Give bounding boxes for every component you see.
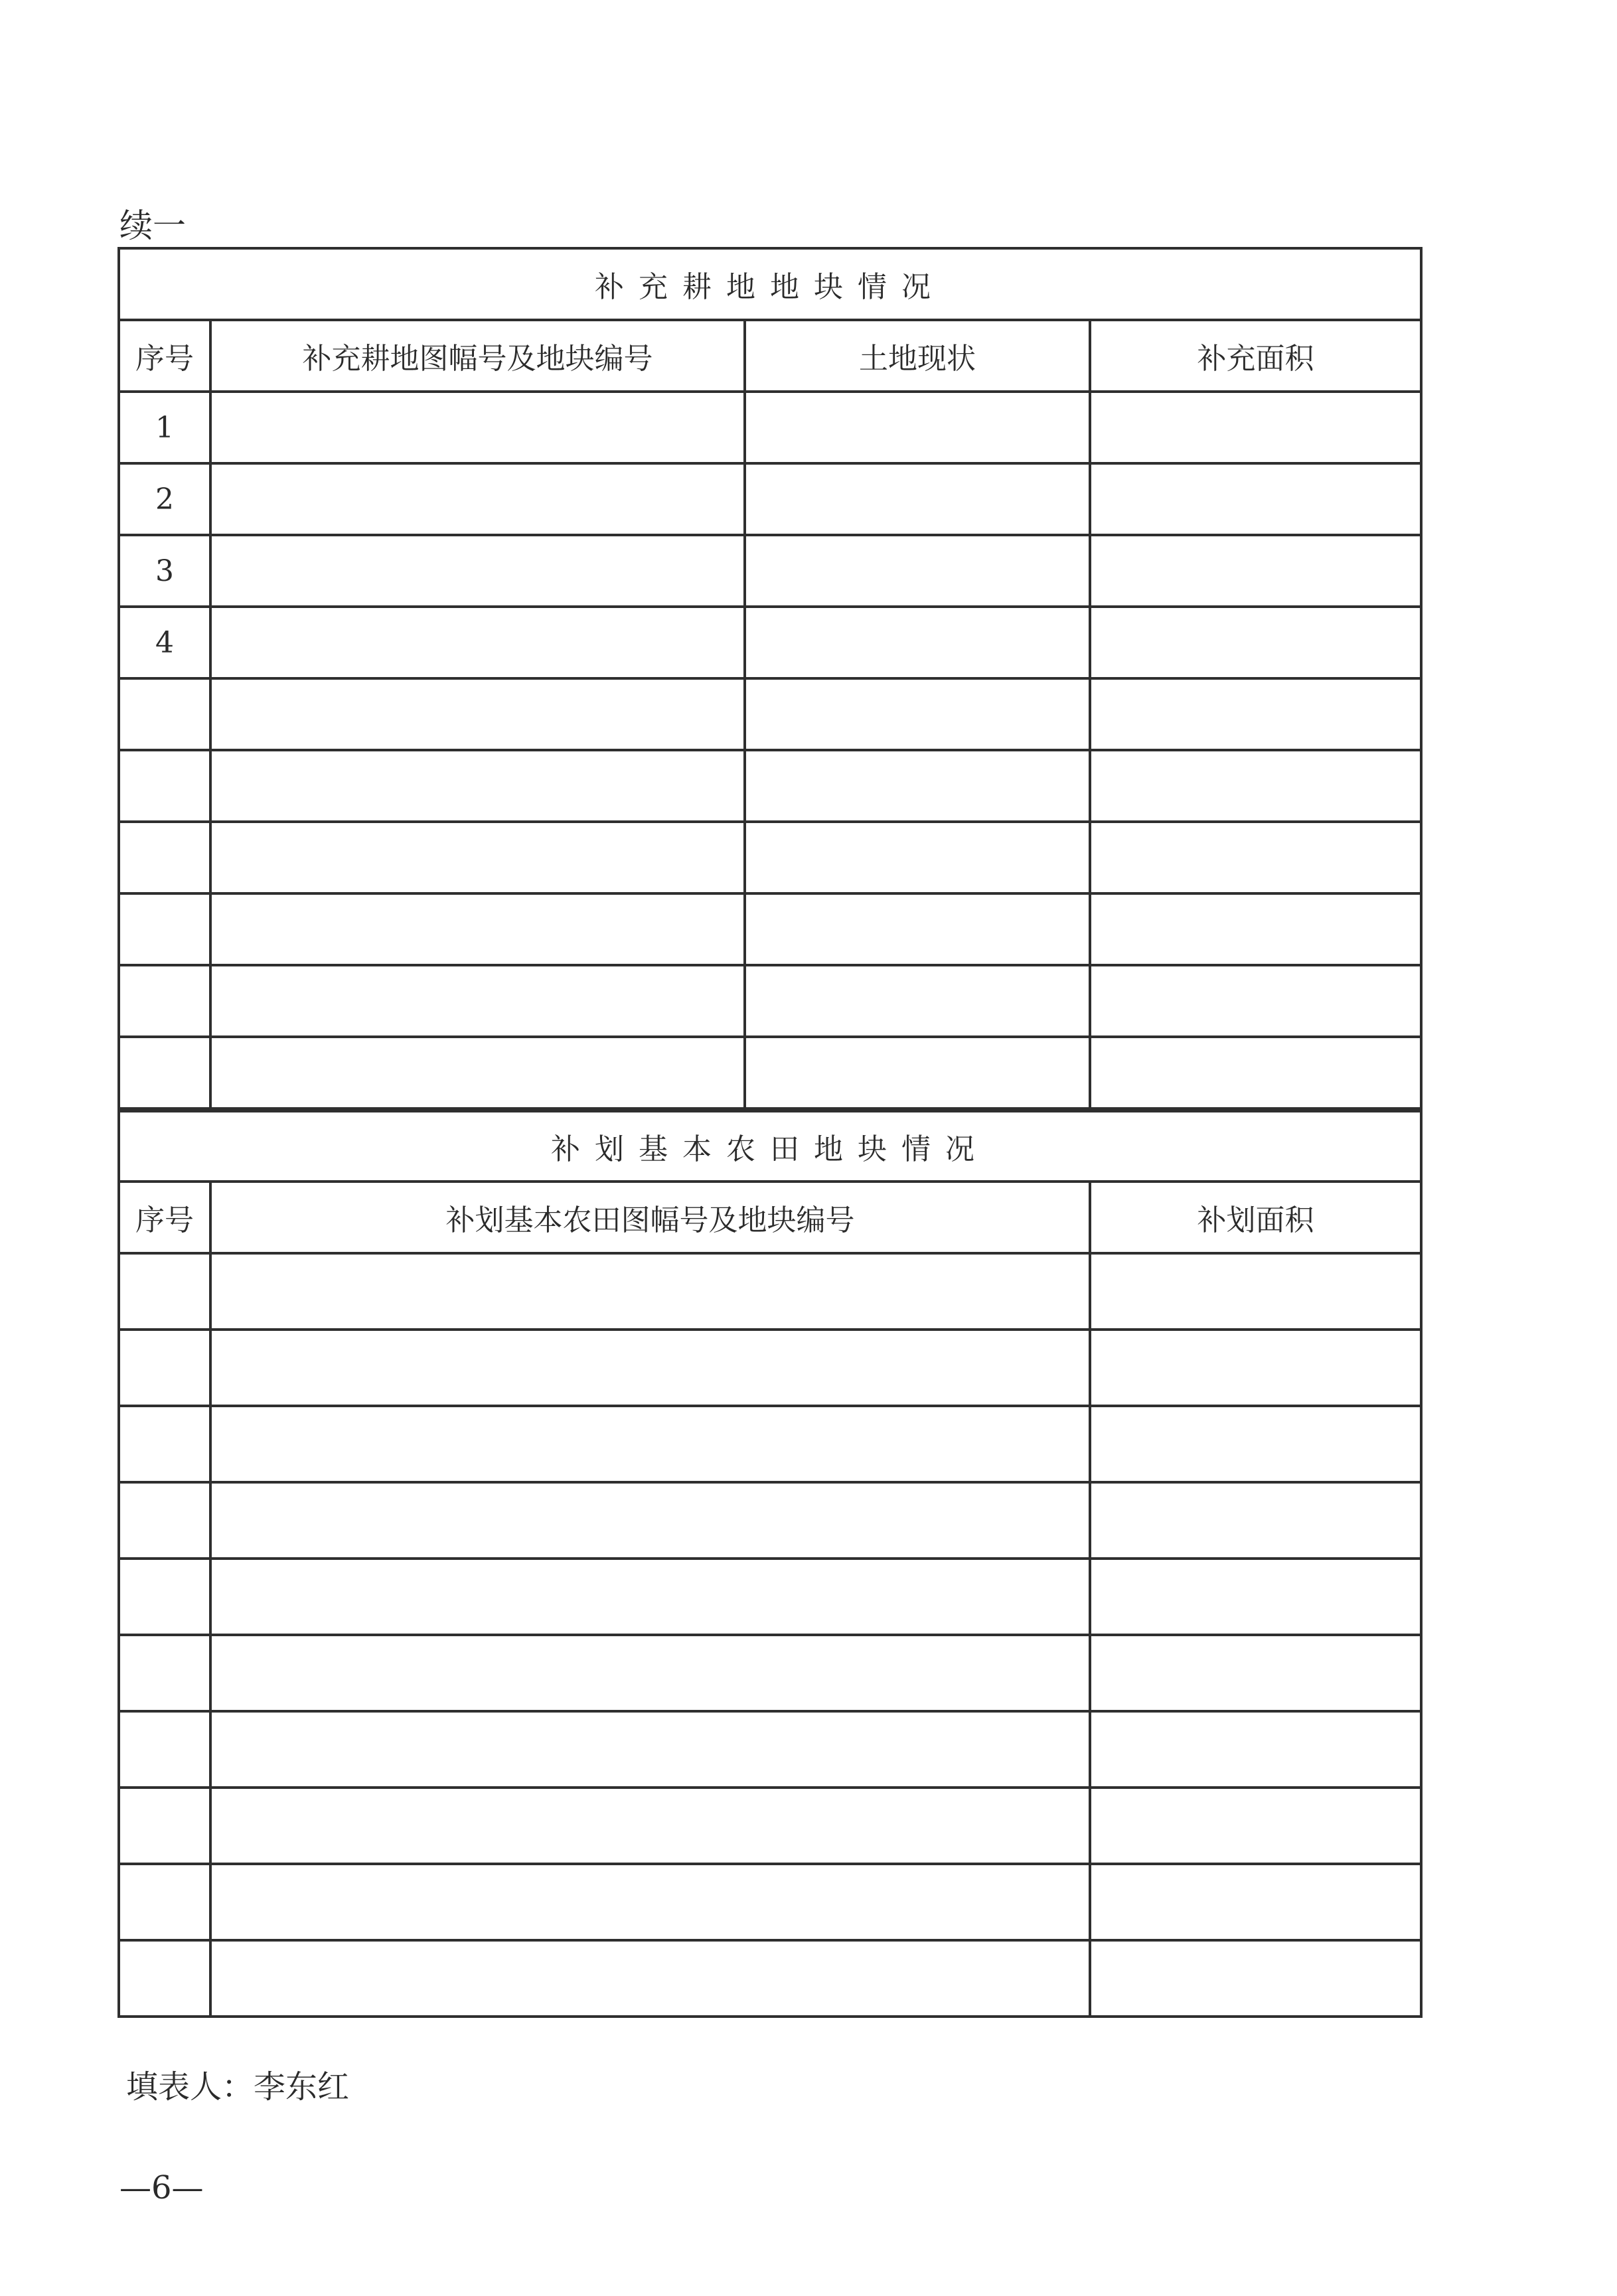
- table-row: [119, 1559, 1421, 1635]
- row-index: [119, 893, 210, 965]
- row-index: [119, 1253, 210, 1330]
- land-status-cell: [745, 392, 1090, 463]
- table-row: [119, 678, 1421, 750]
- plot-number-cell: [210, 750, 745, 822]
- plot-number-cell: [210, 607, 745, 678]
- plot-number-cell: [210, 1406, 1090, 1482]
- col-header-index: 序号: [119, 1182, 210, 1253]
- table-row: [119, 1788, 1421, 1864]
- supplementary-basic-farmland-table: [117, 1110, 1423, 2018]
- plot-number-cell: [210, 822, 745, 893]
- area-cell: [1090, 893, 1421, 965]
- area-cell: [1090, 750, 1421, 822]
- table-row: [119, 1711, 1421, 1788]
- area-cell: [1090, 965, 1421, 1037]
- row-index: [119, 1711, 210, 1788]
- row-index: 1: [119, 392, 210, 463]
- row-index: 3: [119, 535, 210, 607]
- land-status-cell: [745, 607, 1090, 678]
- row-index: [119, 678, 210, 750]
- form-filler: [126, 2061, 349, 2107]
- plot-number-cell: [210, 1788, 1090, 1864]
- area-cell: [1090, 1940, 1421, 2017]
- page-number: —6—: [119, 2169, 204, 2206]
- row-index: 4: [119, 607, 210, 678]
- section2-title: 补划基本农田地块情况: [119, 1111, 1421, 1182]
- area-cell: [1090, 1406, 1421, 1482]
- area-cell: [1090, 822, 1421, 893]
- col-header-area: 补充面积: [1090, 320, 1421, 392]
- area-cell: [1090, 1253, 1421, 1330]
- land-status-cell: [745, 678, 1090, 750]
- col-header-plot-number: 补划基本农田图幅号及地块编号: [210, 1182, 1090, 1253]
- plot-number-cell: [210, 678, 745, 750]
- area-cell: [1090, 1559, 1421, 1635]
- plot-number-cell: [210, 1711, 1090, 1788]
- row-index: 2: [119, 463, 210, 535]
- supplementary-farmland-table: [117, 247, 1423, 1110]
- area-cell: [1090, 535, 1421, 607]
- row-index: [119, 1406, 210, 1482]
- land-status-cell: [745, 750, 1090, 822]
- table-row: [119, 1330, 1421, 1406]
- plot-number-cell: [210, 1330, 1090, 1406]
- table-row: [119, 750, 1421, 822]
- col-header-index: 序号: [119, 320, 210, 392]
- plot-number-cell: [210, 965, 745, 1037]
- col-header-area: 补划面积: [1090, 1182, 1421, 1253]
- row-index: [119, 1330, 210, 1406]
- plot-number-cell: [210, 1037, 745, 1109]
- area-cell: [1090, 1037, 1421, 1109]
- table-row: [119, 463, 1421, 535]
- col-header-plot-number: 补充耕地图幅号及地块编号: [210, 320, 745, 392]
- row-index: [119, 1635, 210, 1711]
- row-index: [119, 822, 210, 893]
- row-index: [119, 1559, 210, 1635]
- plot-number-cell: [210, 1482, 1090, 1559]
- area-cell: [1090, 607, 1421, 678]
- area-cell: [1090, 1711, 1421, 1788]
- row-index: [119, 1482, 210, 1559]
- plot-number-cell: [210, 463, 745, 535]
- plot-number-cell: [210, 392, 745, 463]
- row-index: [119, 1940, 210, 2017]
- area-cell: [1090, 1482, 1421, 1559]
- form-filler-label: 填表人：: [126, 2068, 254, 2105]
- table-row: [119, 392, 1421, 463]
- land-status-cell: [745, 822, 1090, 893]
- row-index: [119, 1037, 210, 1109]
- land-status-cell: [745, 463, 1090, 535]
- area-cell: [1090, 1330, 1421, 1406]
- plot-number-cell: [210, 1864, 1090, 1940]
- area-cell: [1090, 392, 1421, 463]
- table-row: [119, 1864, 1421, 1940]
- table-row: [119, 1406, 1421, 1482]
- row-index: [119, 750, 210, 822]
- table-row: [119, 1253, 1421, 1330]
- area-cell: [1090, 1635, 1421, 1711]
- table-row: [119, 965, 1421, 1037]
- table-row: [119, 1037, 1421, 1109]
- col-header-land-status: 土地现状: [745, 320, 1090, 392]
- plot-number-cell: [210, 1940, 1090, 2017]
- plot-number-cell: [210, 1559, 1090, 1635]
- area-cell: [1090, 1864, 1421, 1940]
- form-filler-name: 李东红: [254, 2068, 350, 2105]
- area-cell: [1090, 1788, 1421, 1864]
- plot-number-cell: [210, 535, 745, 607]
- row-index: [119, 1864, 210, 1940]
- plot-number-cell: [210, 893, 745, 965]
- section1-title: 补充耕地地块情况: [119, 248, 1421, 320]
- land-status-cell: [745, 893, 1090, 965]
- area-cell: [1090, 463, 1421, 535]
- table-row: [119, 822, 1421, 893]
- table-row: [119, 1940, 1421, 2017]
- land-status-cell: [745, 965, 1090, 1037]
- table-row: [119, 607, 1421, 678]
- plot-number-cell: [210, 1253, 1090, 1330]
- land-status-cell: [745, 1037, 1090, 1109]
- row-index: [119, 965, 210, 1037]
- table-row: [119, 1635, 1421, 1711]
- continuation-label: 续一: [119, 206, 186, 245]
- row-index: [119, 1788, 210, 1864]
- land-status-cell: [745, 535, 1090, 607]
- area-cell: [1090, 678, 1421, 750]
- table-row: [119, 1482, 1421, 1559]
- table-row: [119, 893, 1421, 965]
- table-row: [119, 535, 1421, 607]
- plot-number-cell: [210, 1635, 1090, 1711]
